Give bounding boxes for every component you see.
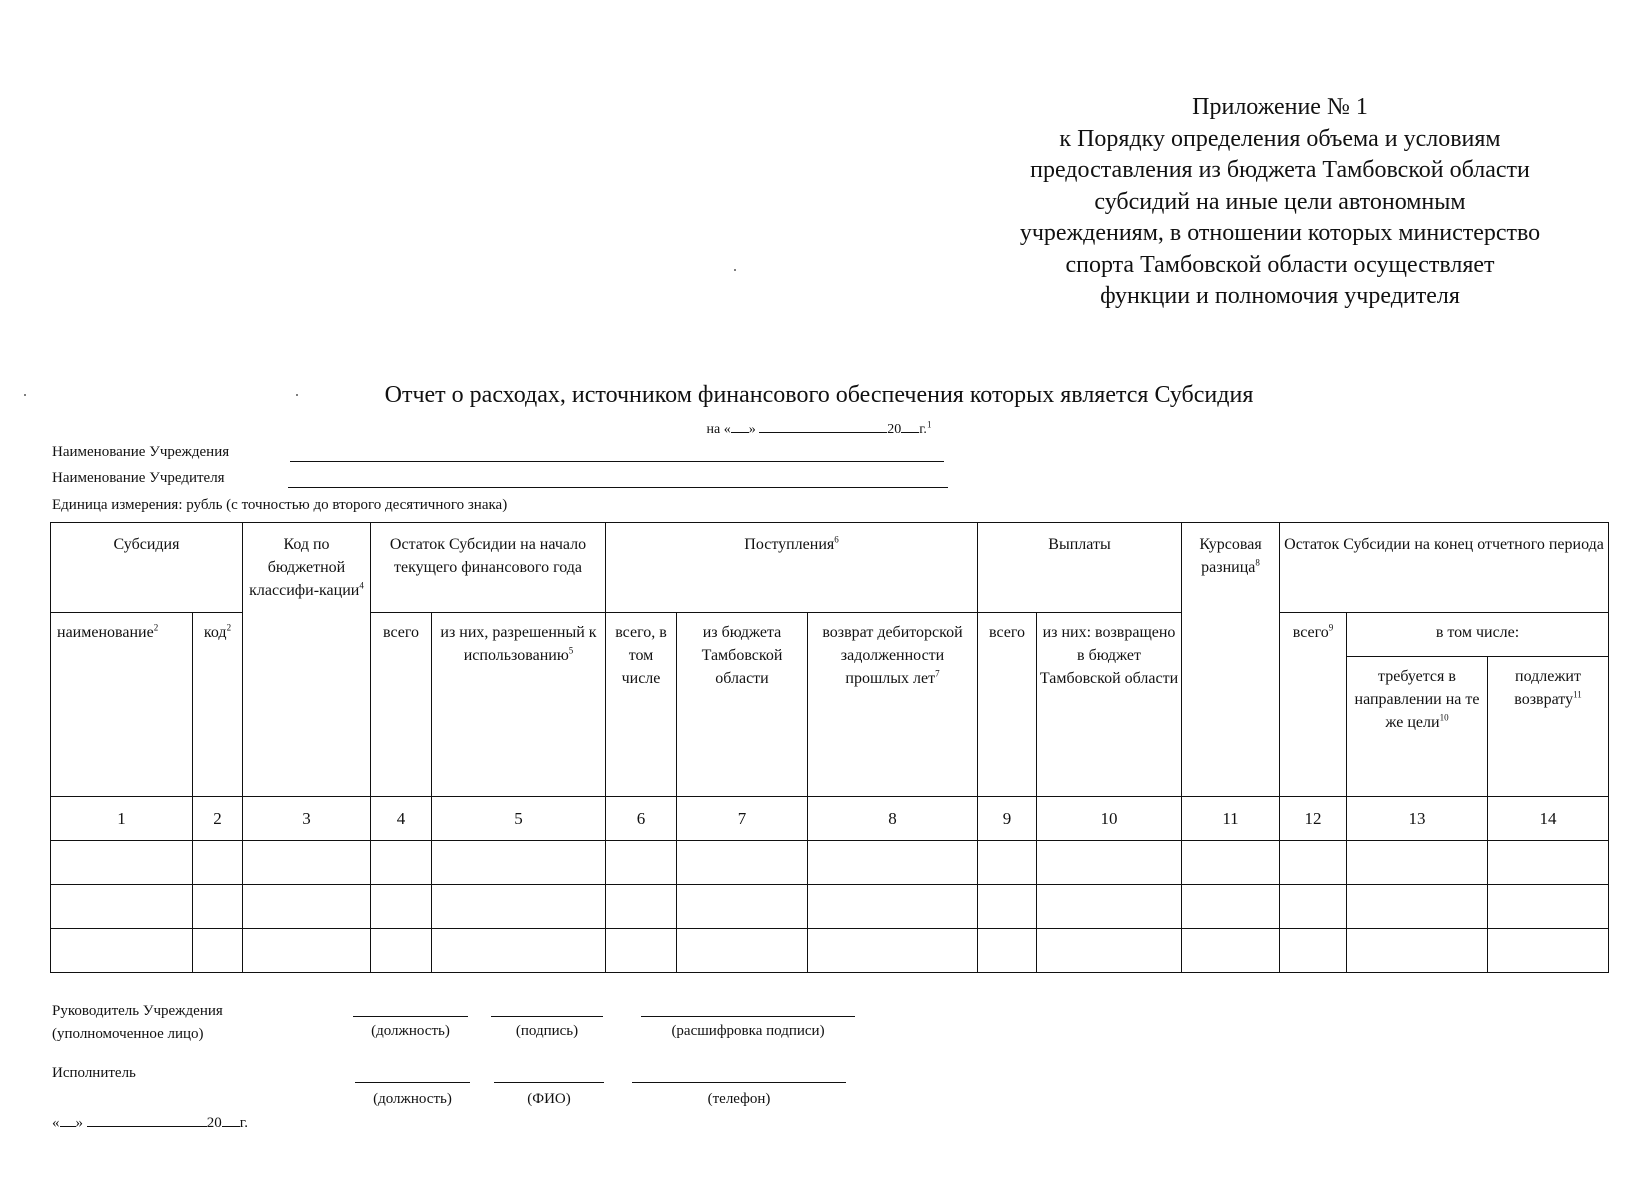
empty-cell [243,885,371,929]
empty-cell [808,929,978,973]
table-row [51,929,1609,973]
head-label-line: Руководитель Учреждения [52,1003,223,1019]
empty-cell [371,885,432,929]
founder-label: Наименование Учредителя [52,470,225,486]
header-returned: из них: возвращено в бюджет Тамбовской области [1037,613,1182,797]
header-allowed [432,613,606,797]
empty-cell [677,841,808,885]
column-number: 9 [978,797,1037,841]
signature-date [52,1112,248,1132]
signature-caption-text: (подпись) [515,1023,579,1039]
fio-caption-text: (ФИО) [527,1091,571,1107]
column-number: 3 [243,797,371,841]
report-date-line [0,418,1638,438]
header-code [193,613,243,797]
header-debt-return [808,613,978,797]
column-number: 2 [193,797,243,841]
phone-caption-text: (телефон) [707,1091,771,1107]
header-subsidy: Субсидия [51,523,243,613]
phone-line [632,1082,846,1083]
header-allowed-text: из них, разрешенный к использованию [440,624,597,664]
empty-cell [1280,929,1347,973]
footnote-ref: 9 [1328,622,1334,633]
report-title: Отчет о расходах, источником финансового обеспечения которых является Субсидия [384,382,1254,408]
day-blank [60,1112,76,1127]
empty-cell [1347,929,1488,973]
fio-line [494,1082,604,1083]
appendix-line: функции и полномочия учредителя [1100,283,1460,309]
column-number: 7 [677,797,808,841]
header-from-budget: из бюджета Тамбовской области [677,613,808,797]
header-to-return [1488,657,1609,797]
empty-cell [606,841,677,885]
header-name [51,613,193,797]
header-receipts [606,523,978,613]
institution-field [52,444,229,461]
empty-cell [51,929,193,973]
scan-dot [734,269,736,271]
header-to-return-text: подлежит возврату [1514,668,1581,708]
header-start-balance: Остаток Субсидии на начало текущего финансового года [371,523,606,613]
date-suffix: г. [919,422,927,437]
column-number: 11 [1182,797,1280,841]
header-end-total-text: всего [1292,624,1329,641]
executor-position-line [355,1082,470,1083]
column-number: 10 [1037,797,1182,841]
header-total-incl: всего, в том числе [606,613,677,797]
header-debt-return-text: возврат дебиторской задолженности прошлых лет [822,624,963,687]
header-code-text: код [203,624,227,641]
header-including: в том числе: [1347,613,1609,657]
column-number: 4 [371,797,432,841]
empty-cell [432,929,606,973]
date-prefix: на « [706,422,731,437]
column-number: 13 [1347,797,1488,841]
table-row [51,885,1609,929]
empty-cell [1037,841,1182,885]
column-number: 14 [1488,797,1609,841]
executor-position-caption-text: (должность) [373,1091,452,1107]
appendix-line: спорта Тамбовской области осуществляет [1065,251,1495,278]
head-label [52,1000,223,1046]
empty-cell [1037,929,1182,973]
header-receipts-text: Поступления [744,536,835,553]
signature-line [491,1016,603,1017]
footnote-ref: 2 [226,622,232,633]
year-blank [222,1112,240,1127]
empty-cell [808,841,978,885]
appendix-line: к Порядку определения объема и условиям [1059,125,1501,152]
position-line [353,1016,468,1017]
appendix-header [960,92,1600,313]
month-blank [759,418,887,433]
founder-field [52,470,225,487]
empty-cell [432,841,606,885]
decoding-caption-text: (расшифровка подписи) [671,1023,825,1039]
column-number: 1 [51,797,193,841]
footnote-ref: 8 [1255,557,1260,568]
header-pay-total: всего [978,613,1037,797]
date-year: 20 [206,1115,222,1131]
empty-cell [432,885,606,929]
footnote-ref: 6 [834,534,839,545]
report-table [50,522,1609,973]
empty-cell [1488,841,1609,885]
table-row [51,841,1609,885]
footnote-ref: 11 [1573,689,1582,700]
column-number: 5 [432,797,606,841]
footnote-ref: 1 [926,419,932,430]
footnote-ref: 7 [935,668,940,679]
empty-cell [1347,885,1488,929]
unit-field [52,497,507,514]
empty-cell [243,929,371,973]
empty-cell [1182,841,1280,885]
date-mid: » [748,422,756,437]
institution-label: Наименование Учреждения [52,444,230,460]
empty-cell [1280,885,1347,929]
header-end-total [1280,613,1347,797]
empty-cell [677,929,808,973]
executor-label: Исполнитель [52,1065,136,1081]
empty-cell [193,885,243,929]
appendix-line: Приложение № 1 [1192,94,1368,120]
institution-line [290,461,944,462]
date-year: 20 [887,422,902,437]
empty-cell [978,929,1037,973]
empty-cell [1037,885,1182,929]
column-number: 6 [606,797,677,841]
empty-cell [51,841,193,885]
date-close: » [75,1115,83,1131]
header-end-balance: Остаток Субсидии на конец отчетного периода [1280,523,1609,613]
founder-line [288,487,948,488]
header-kbk [243,523,371,797]
position-caption-text: (должность) [371,1023,450,1039]
header-required [1347,657,1488,797]
empty-cell [606,885,677,929]
header-name-text: наименование [57,624,154,641]
empty-cell [1347,841,1488,885]
footnote-ref: 4 [359,580,364,591]
empty-cell [371,841,432,885]
year-blank [901,418,919,433]
header-exchange [1182,523,1280,797]
header-payments: Выплаты [978,523,1182,613]
date-suffix: г. [239,1115,248,1131]
empty-cell [1182,929,1280,973]
header-start-total: всего [371,613,432,797]
empty-cell [243,841,371,885]
empty-cell [1280,841,1347,885]
empty-cell [371,929,432,973]
column-number: 8 [808,797,978,841]
day-blank [731,418,749,433]
footnote-ref: 5 [568,645,574,656]
column-number: 12 [1280,797,1347,841]
footnote-ref: 2 [153,622,159,633]
empty-cell [808,885,978,929]
empty-cell [677,885,808,929]
empty-cell [193,841,243,885]
month-blank [87,1112,207,1127]
date-open: « [52,1115,60,1131]
appendix-line: учреждениям, в отношении которых министерство [1019,220,1541,246]
appendix-line: предоставления из бюджета Тамбовской области [1030,157,1530,183]
empty-cell [1488,929,1609,973]
decoding-line [641,1016,855,1017]
header-kbk-text: Код по бюджетной классифи-кации [249,536,360,599]
empty-cell [51,885,193,929]
empty-cell [193,929,243,973]
head-label-line: (уполномоченное лицо) [52,1026,204,1042]
empty-cell [606,929,677,973]
header-exchange-text: Курсовая разница [1199,536,1262,576]
footnote-ref: 10 [1439,712,1449,723]
empty-cell [978,841,1037,885]
unit-label: Единица измерения: рубль (с точностью до второго десятичного знака) [52,497,508,513]
empty-cell [1488,885,1609,929]
empty-cell [978,885,1037,929]
appendix-line: субсидий на иные цели автономным [1094,188,1466,215]
header-required-text: требуется в направлении на те же цели [1354,668,1480,731]
empty-cell [1182,885,1280,929]
